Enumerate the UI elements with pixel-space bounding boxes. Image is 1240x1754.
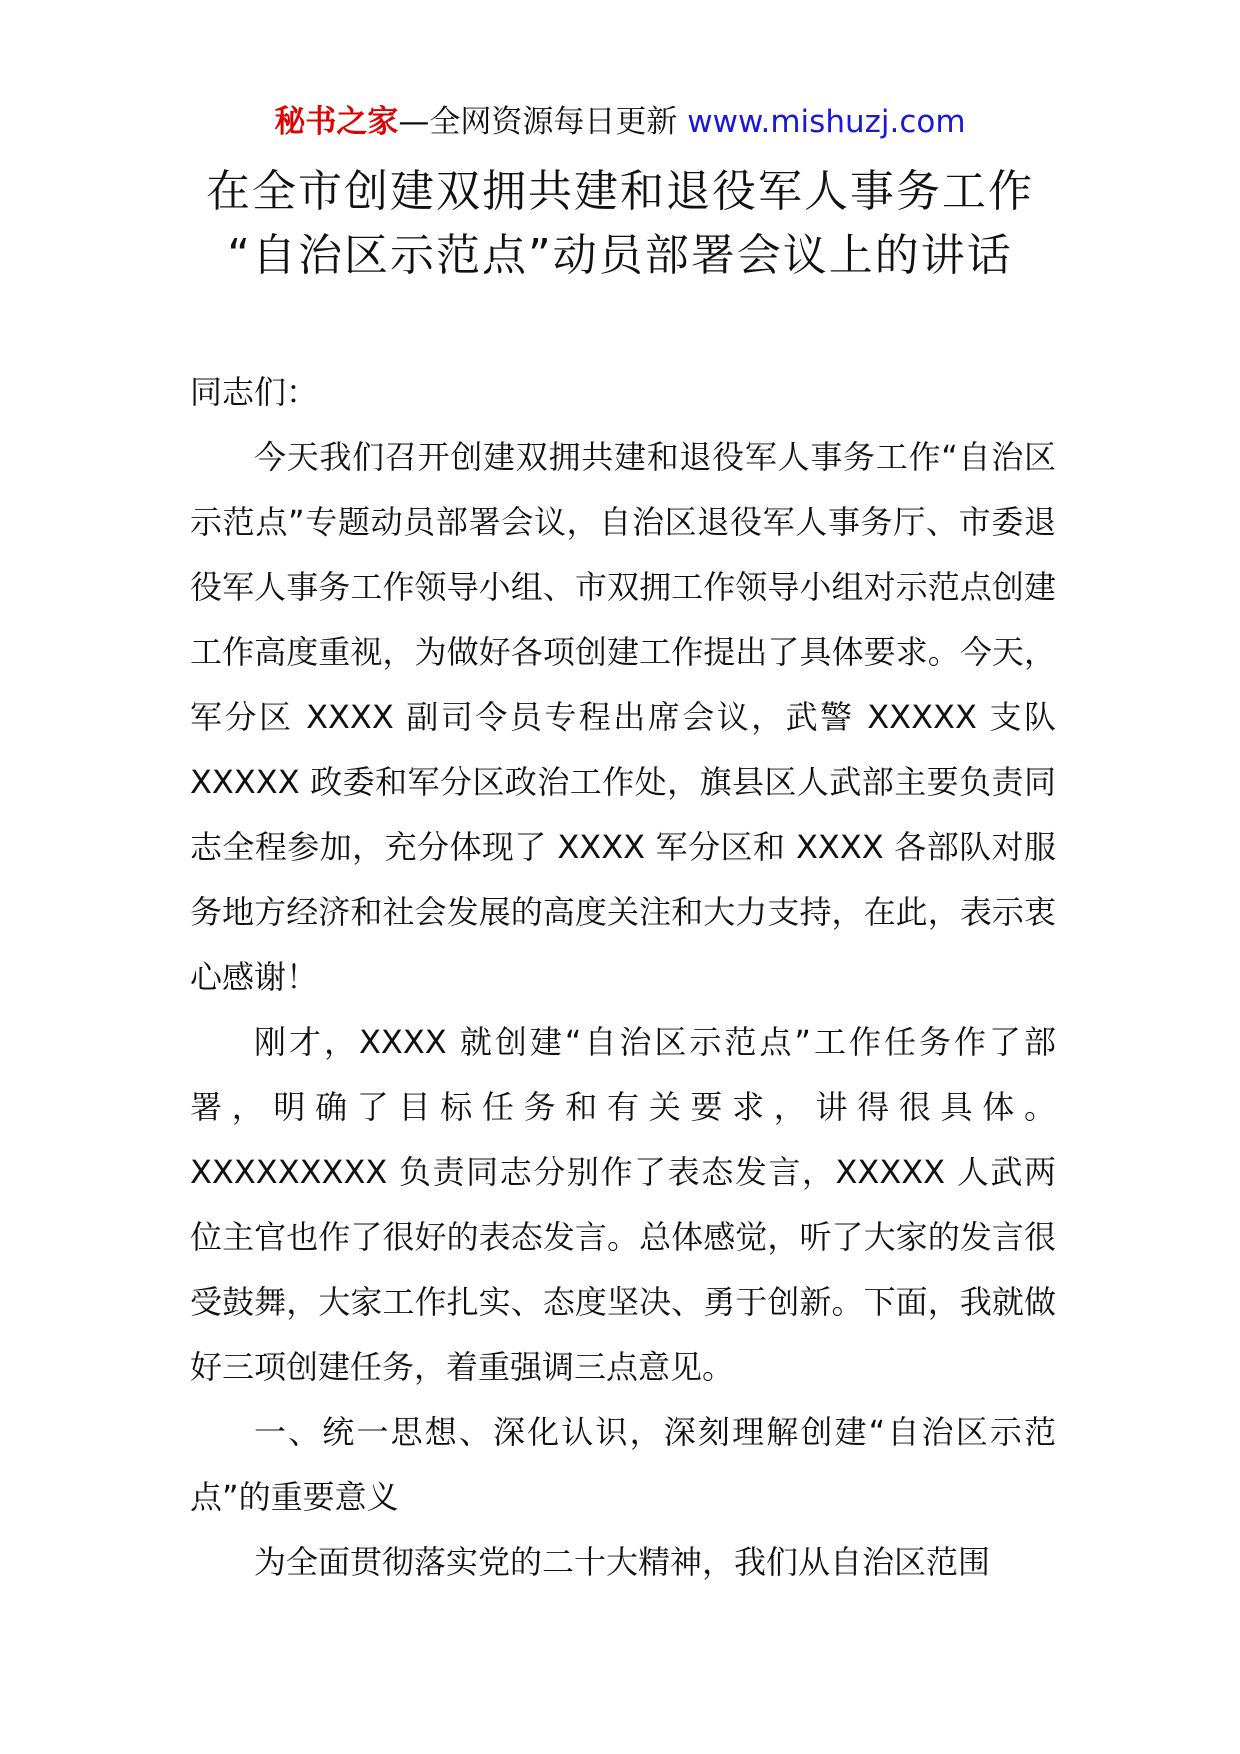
site-header: [0, 100, 1240, 144]
paragraph-summary: 刚才，XXXX 就创建“自治区示范点”工作任务作了部署，明确了目标任务和有关要求，讲得很具体。XXXXXXXXX 负责同志分别作了表态发言，XXXXX 人武两位主官也作了很好的表态发言。总体感觉，听了大家的发言很受鼓舞，大家工作扎实、态度坚决、勇于创新。下面，我就做好三项创建任务，着重强调三点意见。: [190, 1023, 1056, 1386]
greeting: 同志们：: [190, 373, 319, 411]
site-url-link[interactable]: www.mishuzj.com: [687, 104, 966, 140]
brand-name: 秘书之家: [274, 104, 399, 140]
section-heading-1: 一、统一思想、深化认识，深刻理解创建“自治区示范点”的重要意义: [190, 1413, 1056, 1516]
header-tagline: —全网资源每日更新: [398, 104, 688, 140]
title-line-1: 在全市创建双拥共建和退役军人事务工作: [206, 166, 1034, 217]
paragraph-opening: 今天我们召开创建双拥共建和退役军人事务工作“自治区示范点”专题动员部署会议，自治区退役军人事务厅、市委退役军人事务工作领导小组、市双拥工作领导小组对示范点创建工作高度重视，为做好各项创建工作提出了具体要求。今天，军分区 XXXX 副司令员专程出席会议，武警 XXXXX 支队 XXXXX 政委和军分区政治工作处，旗县区人武部主要负责同志全程参加，充分体现了 XXXX 军分区和 XXXX 各部队对服务地方经济和社会发展的高度关注和大力支持，在此，表示衷心感谢！: [190, 438, 1056, 996]
document-body: [190, 360, 1056, 1595]
title-line-2: “自治区示范点”动员部署会议上的讲话: [227, 230, 1013, 281]
document-title: [150, 160, 1090, 288]
paragraph-section-1: 为全面贯彻落实党的二十大精神，我们从自治区范围: [254, 1543, 991, 1581]
